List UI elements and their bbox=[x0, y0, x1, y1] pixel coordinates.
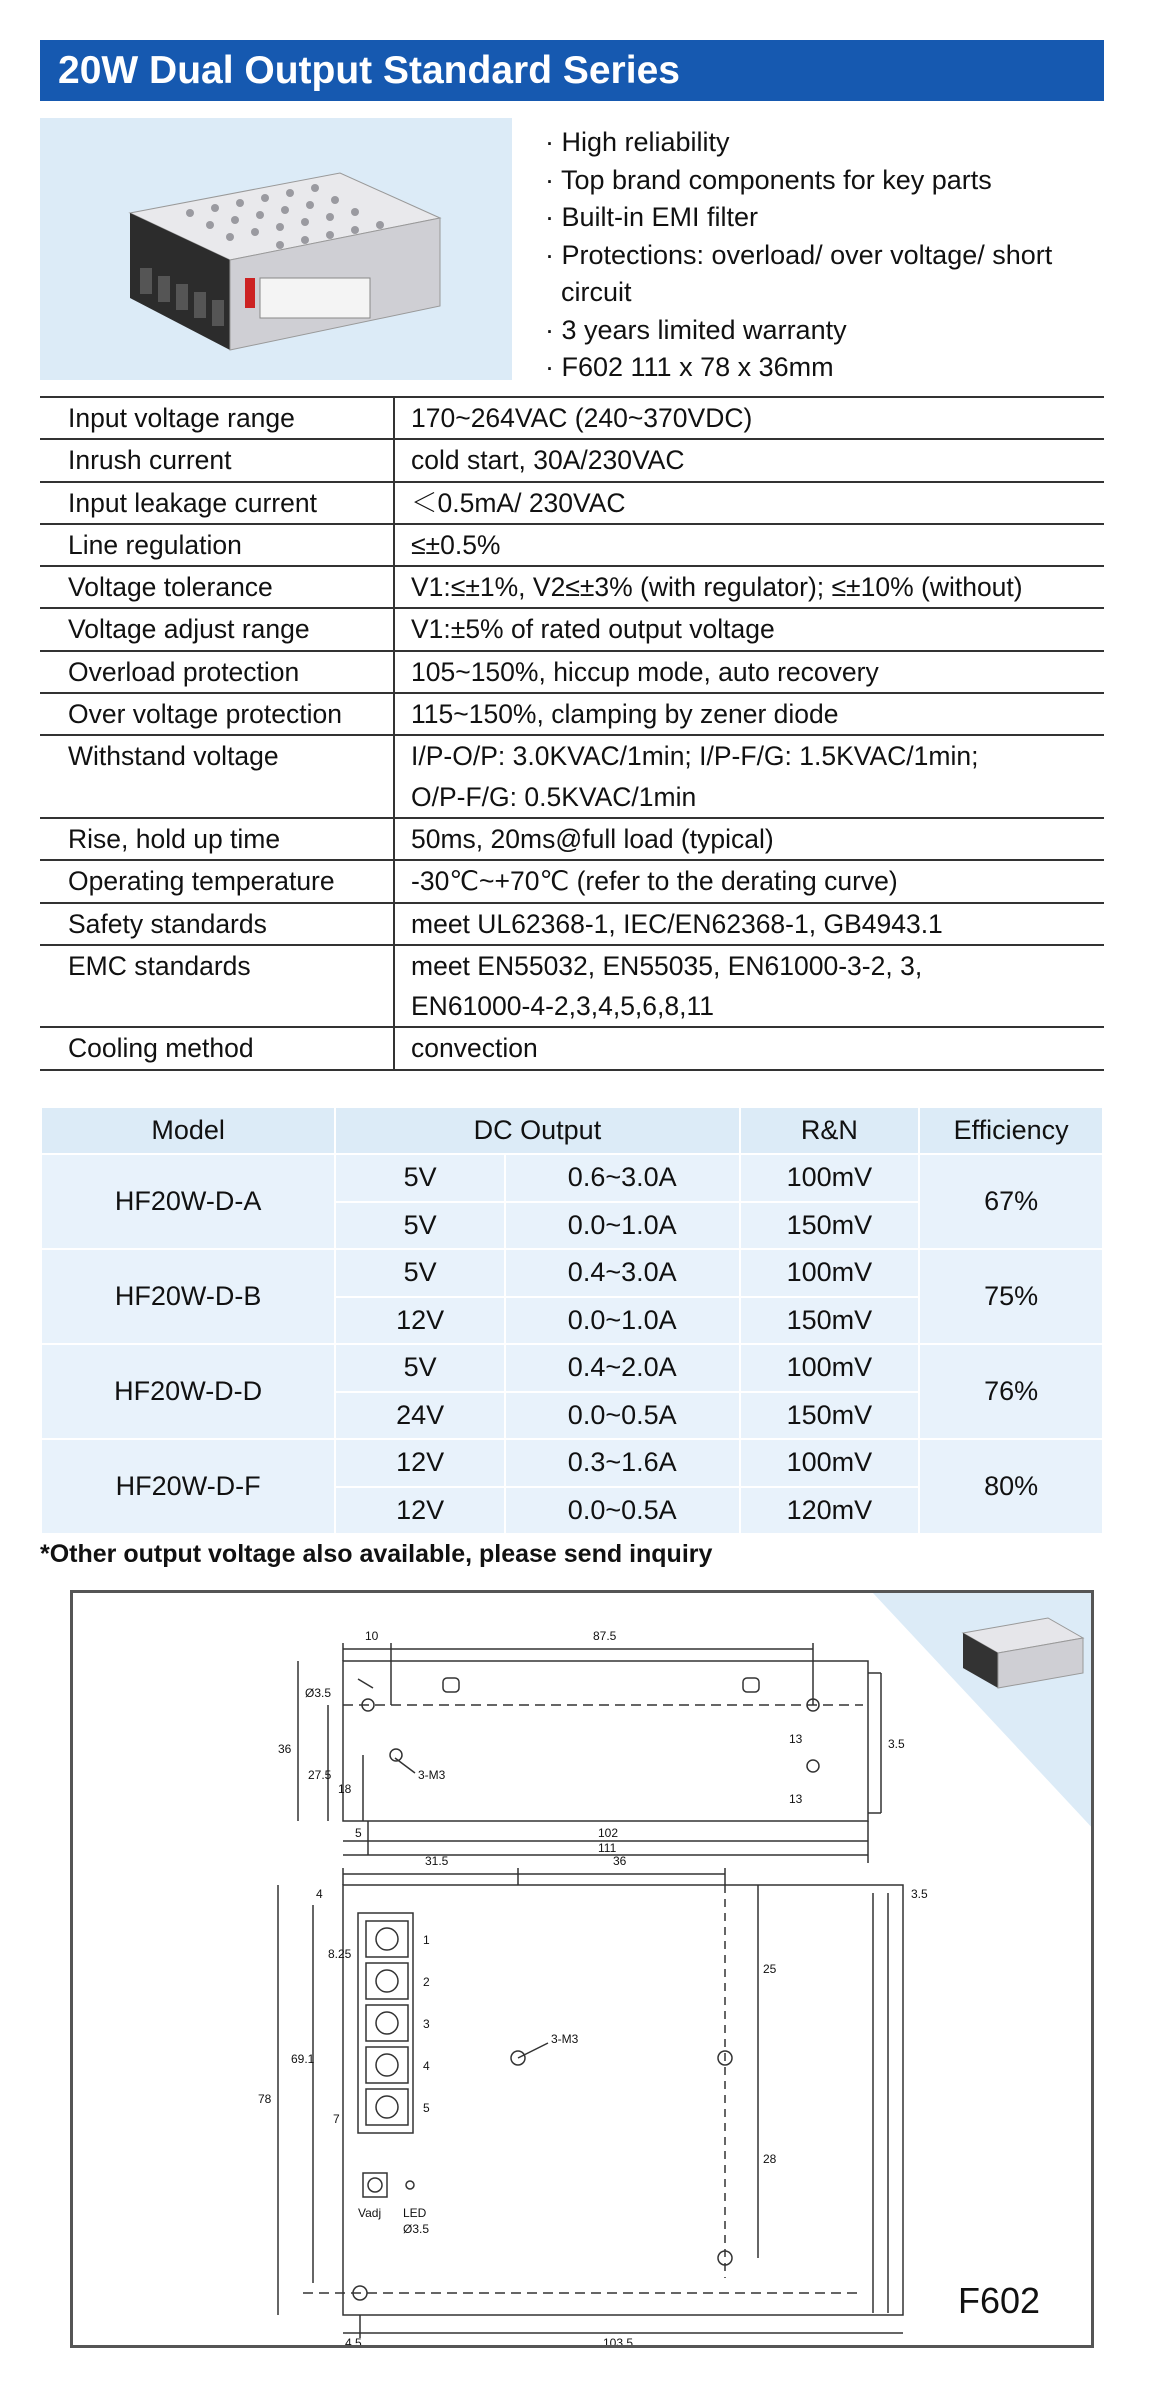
spec-value: 50ms, 20ms@full load (typical) bbox=[411, 823, 774, 854]
spec-value-line: EN61000-4-2,3,4,5,6,8,11 bbox=[411, 991, 715, 1022]
spec-row bbox=[40, 567, 1104, 609]
output-voltage: 12V bbox=[335, 1297, 505, 1345]
spec-value-line: O/P-F/G: 0.5KVAC/1min bbox=[411, 781, 697, 812]
model-name: HF20W-D-D bbox=[41, 1344, 335, 1439]
spec-row bbox=[40, 1028, 1104, 1070]
spec-value: 105~150%, hiccup mode, auto recovery bbox=[411, 656, 879, 687]
header-rn: R&N bbox=[740, 1107, 920, 1154]
output-current: 0.0~0.5A bbox=[505, 1392, 740, 1440]
output-current: 0.0~1.0A bbox=[505, 1202, 740, 1250]
spec-row bbox=[40, 440, 1104, 482]
spec-table bbox=[40, 396, 1104, 1071]
dim-label: 10 bbox=[365, 1629, 379, 1643]
feature-item: · F602 111 x 78 x 36mm bbox=[545, 352, 834, 382]
dim-label: 13 bbox=[789, 1732, 803, 1746]
table-row bbox=[41, 1249, 1103, 1297]
spec-key: Safety standards bbox=[40, 904, 395, 944]
ripple-noise: 150mV bbox=[740, 1202, 920, 1250]
spec-value: cold start, 30A/230VAC bbox=[411, 445, 685, 476]
spec-row bbox=[40, 609, 1104, 651]
spec-key: Voltage adjust range bbox=[40, 609, 395, 649]
spec-key: Operating temperature bbox=[40, 861, 395, 901]
pin-label: 2 bbox=[423, 1975, 430, 1989]
spec-value-line: meet EN55032, EN55035, EN61000-3-2, 3, bbox=[411, 950, 923, 981]
efficiency: 76% bbox=[919, 1344, 1103, 1439]
ripple-noise: 120mV bbox=[740, 1487, 920, 1535]
output-voltage: 12V bbox=[335, 1439, 505, 1487]
dim-label: 36 bbox=[613, 1854, 627, 1868]
spec-value: ≤±0.5% bbox=[411, 529, 501, 560]
spec-row bbox=[40, 904, 1104, 946]
ripple-noise: 150mV bbox=[740, 1392, 920, 1440]
spec-key: Rise, hold up time bbox=[40, 819, 395, 859]
ripple-noise: 100mV bbox=[740, 1439, 920, 1487]
output-voltage: 5V bbox=[335, 1202, 505, 1250]
dim-label: 3.5 bbox=[888, 1737, 905, 1751]
dim-label: 4 bbox=[316, 1887, 323, 1901]
output-current: 0.4~2.0A bbox=[505, 1344, 740, 1392]
model-name: HF20W-D-F bbox=[41, 1439, 335, 1534]
spec-key: Voltage tolerance bbox=[40, 567, 395, 607]
spec-value-line: I/P-O/P: 3.0KVAC/1min; I/P-F/G: 1.5KVAC/1min; bbox=[411, 741, 979, 772]
dim-label: 111 bbox=[598, 1841, 617, 1855]
output-voltage: 5V bbox=[335, 1344, 505, 1392]
dim-label: 28 bbox=[763, 2152, 777, 2166]
ripple-noise: 100mV bbox=[740, 1249, 920, 1297]
spec-value: 170~264VAC (240~370VDC) bbox=[411, 403, 753, 433]
spec-value: -30℃~+70℃ (refer to the derating curve) bbox=[411, 866, 898, 897]
dim-label: 3-M3 bbox=[418, 1768, 446, 1782]
spec-row bbox=[40, 946, 1104, 1029]
dim-label: 18 bbox=[338, 1782, 352, 1796]
series-title-banner bbox=[40, 40, 1104, 101]
series-title: 20W Dual Output Standard Series bbox=[58, 49, 680, 92]
dim-label: 3-M3 bbox=[551, 2032, 579, 2046]
dim-label: 102 bbox=[598, 1826, 619, 1840]
model-name: HF20W-D-A bbox=[41, 1154, 335, 1249]
spec-key: EMC standards bbox=[40, 946, 395, 1027]
output-current: 0.4~3.0A bbox=[505, 1249, 740, 1297]
spec-value: convection bbox=[411, 1033, 538, 1064]
top-view-outline bbox=[343, 1885, 903, 2315]
spec-key: Withstand voltage bbox=[40, 736, 395, 817]
feature-item: · Built-in EMI filter bbox=[545, 202, 759, 232]
dim-label: 87.5 bbox=[593, 1629, 617, 1643]
output-current: 0.0~1.0A bbox=[505, 1297, 740, 1345]
spec-key: Line regulation bbox=[40, 525, 395, 565]
output-current: 0.6~3.0A bbox=[505, 1154, 740, 1202]
spec-key: Input leakage current bbox=[40, 483, 395, 523]
dim-label: 27.5 bbox=[308, 1768, 332, 1782]
efficiency: 67% bbox=[919, 1154, 1103, 1249]
pin-label: 3 bbox=[423, 2017, 430, 2031]
spec-key: Over voltage protection bbox=[40, 694, 395, 734]
efficiency: 75% bbox=[919, 1249, 1103, 1344]
spec-value bbox=[395, 736, 978, 817]
dim-label: LED bbox=[403, 2206, 427, 2220]
ripple-noise: 150mV bbox=[740, 1297, 920, 1345]
pin-label: 5 bbox=[423, 2101, 430, 2115]
ripple-noise: 100mV bbox=[740, 1344, 920, 1392]
output-voltage: 5V bbox=[335, 1249, 505, 1297]
pin-label: 4 bbox=[423, 2059, 430, 2073]
dim-label: 7 bbox=[333, 2112, 340, 2126]
spec-row bbox=[40, 736, 1104, 819]
dim-label: 8.25 bbox=[328, 1947, 352, 1961]
spec-key: Cooling method bbox=[40, 1028, 395, 1068]
spec-key: Input voltage range bbox=[40, 398, 395, 438]
header-model: Model bbox=[41, 1107, 335, 1154]
dim-label: 13 bbox=[789, 1792, 803, 1806]
vadj-potentiometer bbox=[363, 2173, 387, 2197]
feature-list bbox=[545, 124, 1105, 387]
spec-row bbox=[40, 694, 1104, 736]
drawing-label: F602 bbox=[958, 2280, 1041, 2321]
product-photo bbox=[40, 118, 512, 380]
dim-label: 31.5 bbox=[425, 1854, 449, 1868]
dim-label: 5 bbox=[355, 1826, 362, 1840]
feature-item: · Protections: overload/ over voltage/ short circuit bbox=[545, 239, 1053, 307]
output-current: 0.3~1.6A bbox=[505, 1439, 740, 1487]
model-table bbox=[40, 1106, 1104, 1535]
output-voltage: 12V bbox=[335, 1487, 505, 1535]
output-voltage: 24V bbox=[335, 1392, 505, 1440]
spec-row bbox=[40, 398, 1104, 440]
ripple-noise: 100mV bbox=[740, 1154, 920, 1202]
spec-key: Overload protection bbox=[40, 652, 395, 692]
dim-label: 25 bbox=[763, 1962, 777, 1976]
spec-row bbox=[40, 819, 1104, 861]
spec-key: Inrush current bbox=[40, 440, 395, 480]
header-efficiency: Efficiency bbox=[919, 1107, 1103, 1154]
feature-item: · 3 years limited warranty bbox=[545, 314, 847, 345]
model-table-header bbox=[41, 1107, 1103, 1154]
led-indicator bbox=[406, 2181, 414, 2189]
table-row bbox=[41, 1154, 1103, 1202]
dim-label: 69.1 bbox=[291, 2052, 315, 2066]
spec-value bbox=[395, 946, 922, 1027]
model-name: HF20W-D-B bbox=[41, 1249, 335, 1344]
dim-label: 3.5 bbox=[911, 1887, 928, 1901]
dim-label: 4.5 bbox=[345, 2336, 362, 2350]
efficiency: 80% bbox=[919, 1439, 1103, 1534]
availability-note: *Other output voltage also available, please send inquiry bbox=[40, 1540, 713, 1568]
spec-value: meet UL62368-1, IEC/EN62368-1, GB4943.1 bbox=[411, 908, 943, 939]
dim-label: Ø3.5 bbox=[403, 2222, 430, 2236]
dim-label: 78 bbox=[258, 2092, 272, 2106]
dimension-drawing bbox=[70, 1590, 1094, 2348]
spec-value: ＜0.5mA/ 230VAC bbox=[411, 487, 626, 518]
feature-item: · High reliability bbox=[545, 127, 730, 157]
spec-row bbox=[40, 861, 1104, 903]
header-dc-output: DC Output bbox=[335, 1107, 739, 1154]
output-current: 0.0~0.5A bbox=[505, 1487, 740, 1535]
spec-value: V1:≤±1%, V2≤±3% (with regulator); ≤±10% (without) bbox=[411, 572, 1023, 603]
spec-row bbox=[40, 483, 1104, 525]
output-voltage: 5V bbox=[335, 1154, 505, 1202]
table-row bbox=[41, 1439, 1103, 1487]
spec-value: 115~150%, clamping by zener diode bbox=[411, 699, 839, 730]
spec-value: V1:±5% of rated output voltage bbox=[411, 614, 775, 645]
dim-label: Ø3.5 bbox=[305, 1686, 332, 1700]
table-row bbox=[41, 1344, 1103, 1392]
feature-item: · Top brand components for key parts bbox=[545, 164, 992, 195]
dim-label: Vadj bbox=[358, 2206, 382, 2220]
spec-row bbox=[40, 525, 1104, 567]
dim-label: 36 bbox=[278, 1742, 292, 1756]
dim-label: 103.5 bbox=[603, 2336, 634, 2350]
spec-row bbox=[40, 652, 1104, 694]
pin-label: 1 bbox=[423, 1933, 430, 1947]
